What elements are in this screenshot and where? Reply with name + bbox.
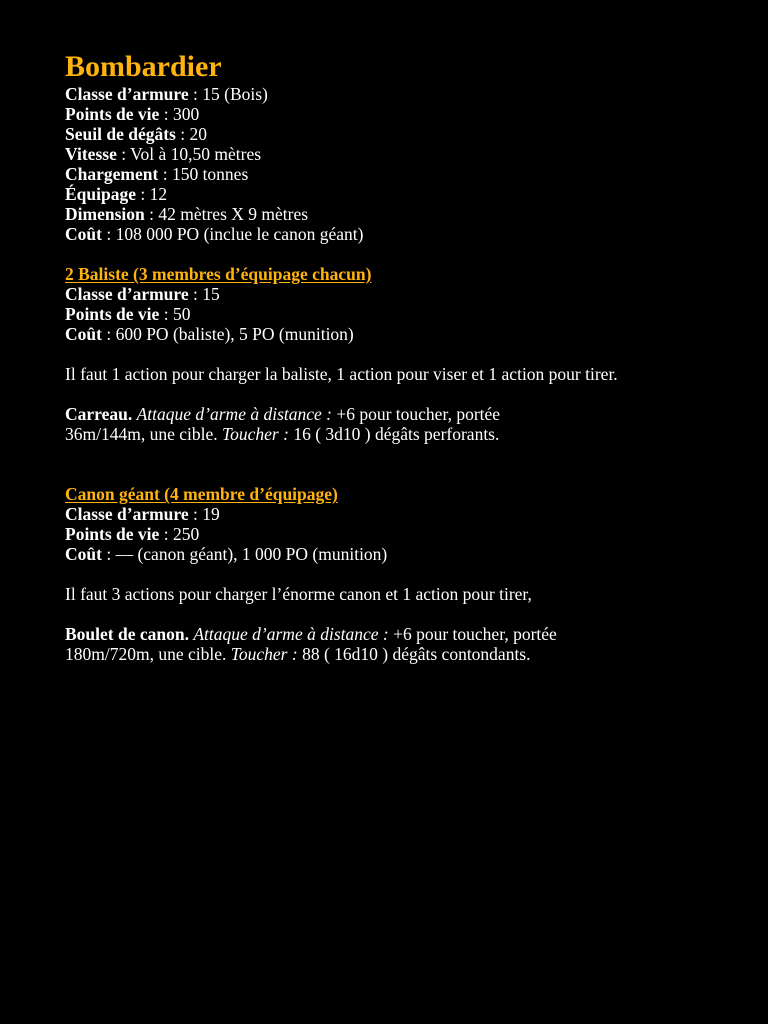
stat-dimension: Dimension : 42 mètres X 9 mètres xyxy=(65,204,309,224)
ship-stats xyxy=(65,84,715,244)
spacer xyxy=(65,344,715,364)
stat-label: Points de vie xyxy=(65,104,160,124)
stat-damage-threshold: Seuil de dégâts : 20 xyxy=(65,124,207,144)
stat-hit-points: Points de vie : 250 xyxy=(65,524,200,544)
stat-label: Classe d’armure xyxy=(65,504,189,524)
attack-name: Carreau. xyxy=(65,404,133,424)
stat-label: Dimension xyxy=(65,204,145,224)
stat-armor-class: Classe d’armure : 15 xyxy=(65,284,220,304)
stat-hit-points: Points de vie : 300 xyxy=(65,104,200,124)
attack-text: 180m/720m, une cible. xyxy=(65,644,231,664)
stat-crew: Équipage : 12 xyxy=(65,184,168,204)
stat-value: 150 tonnes xyxy=(171,164,249,184)
stat-armor-class: Classe d’armure : 19 xyxy=(65,504,220,524)
attack-text: +6 pour toucher, portée xyxy=(331,404,501,424)
attack-type: Attaque d’arme à distance : xyxy=(193,624,389,644)
spacer xyxy=(65,604,715,624)
canon-description: Il faut 3 actions pour charger l’énorme canon et 1 action pour tirer, xyxy=(65,584,532,604)
hit-label: Toucher : xyxy=(230,644,298,664)
stat-label: Coût xyxy=(65,544,102,564)
stat-label: Points de vie xyxy=(65,304,160,324)
stat-value: 300 xyxy=(172,104,200,124)
stat-armor-class: Classe d’armure : 15 (Bois) xyxy=(65,84,268,104)
stat-label: Classe d’armure xyxy=(65,84,189,104)
baliste-description: Il faut 1 action pour charger la baliste, 1 action pour viser et 1 action pour tirer. xyxy=(65,364,618,384)
hit-text: 16 ( 3d10 ) dégâts perforants. xyxy=(288,424,500,444)
canon-section xyxy=(65,484,715,664)
spacer xyxy=(65,444,715,484)
stat-label: Classe d’armure xyxy=(65,284,189,304)
stat-label: Chargement xyxy=(65,164,159,184)
stat-hit-points: Points de vie : 50 xyxy=(65,304,191,324)
stat-value: Vol à 10,50 mètres xyxy=(130,144,262,164)
attack-name: Boulet de canon. xyxy=(65,624,189,644)
stat-label: Équipage xyxy=(65,184,136,204)
stat-label: Coût xyxy=(65,224,102,244)
stat-value: 108 000 PO (inclue le canon géant) xyxy=(115,224,364,244)
stat-value: 42 mètres X 9 mètres xyxy=(158,204,309,224)
spacer xyxy=(65,244,715,264)
stat-cost: Coût : 108 000 PO (inclue le canon géant) xyxy=(65,224,364,244)
stat-value: 600 PO (baliste), 5 PO (munition) xyxy=(115,324,354,344)
stat-value: 20 xyxy=(189,124,207,144)
spacer xyxy=(65,384,715,404)
stat-label: Points de vie xyxy=(65,524,160,544)
page-title: Bombardier xyxy=(65,50,222,83)
stat-label: Seuil de dégâts xyxy=(65,124,176,144)
stat-value: 50 xyxy=(172,304,191,324)
stat-label: Coût xyxy=(65,324,102,344)
hit-text: 88 ( 16d10 ) dégâts contondants. xyxy=(297,644,531,664)
attack-text: +6 pour toucher, portée xyxy=(388,624,557,644)
attack-text: 36m/144m, une cible. xyxy=(65,424,222,444)
stat-speed: Vitesse : Vol à 10,50 mètres xyxy=(65,144,262,164)
section-title-canon: Canon géant (4 membre d’équipage) xyxy=(65,484,338,504)
section-title-baliste: 2 Baliste (3 membres d’équipage chacun) xyxy=(65,264,372,284)
stat-cost: Coût : — (canon géant), 1 000 PO (munition) xyxy=(65,544,388,564)
spacer xyxy=(65,564,715,584)
stat-block xyxy=(65,50,715,664)
baliste-section xyxy=(65,264,715,444)
attack-type: Attaque d’arme à distance : xyxy=(136,404,332,424)
stat-cargo: Chargement : 150 tonnes xyxy=(65,164,249,184)
baliste-attack xyxy=(65,404,715,444)
stat-cost: Coût : 600 PO (baliste), 5 PO (munition) xyxy=(65,324,354,344)
stat-value: 15 xyxy=(202,284,220,304)
stat-label: Vitesse xyxy=(65,144,117,164)
stat-value: 19 xyxy=(202,504,220,524)
stat-value: 12 xyxy=(149,184,168,204)
canon-attack xyxy=(65,624,715,664)
hit-label: Toucher : xyxy=(222,424,289,444)
stat-value: 15 (Bois) xyxy=(202,84,268,104)
stat-value: — (canon géant), 1 000 PO (munition) xyxy=(115,544,388,564)
stat-value: 250 xyxy=(172,524,200,544)
